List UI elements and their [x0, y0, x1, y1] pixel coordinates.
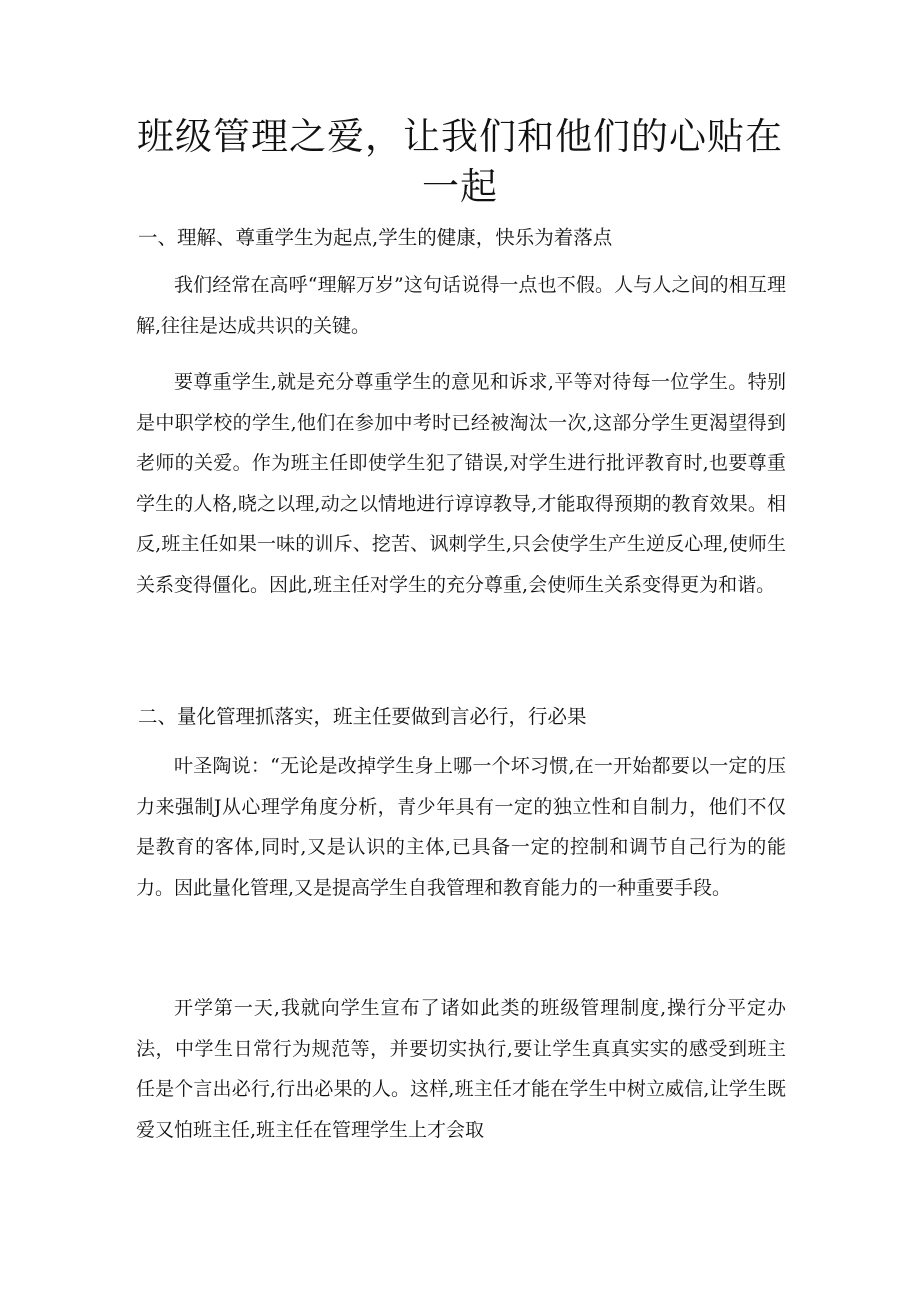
paragraph-2-1: 叶圣陶说：“无论是改掉学生身上哪一个坏习惯,在一开始都要以一定的压力来强制J从心理学角度分析，青少年具有一定的独立性和自制力，他们不仅是教育的客体,同时,又是认识的主体,已具备一定的控制和调节自己行为的能力。因此量化管理,又是提高学生自我管理和教育能力的一种重要手段。: [136, 755, 786, 899]
section-heading-1: 一、理解、尊重学生为起点,学生的健康，快乐为着落点: [138, 226, 613, 249]
paragraph-1-2: 要尊重学生,就是充分尊重学生的意见和诉求,平等对待每一位学生。特别是中职学校的学生,他们在参加中考时已经被淘汰一次,这部分学生更渴望得到老师的关爱。作为班主任即使学生犯了错误,对学生进行批评教育时,也要尊重学生的人格,晓之以理,动之以情地进行谆谆教导,才能取得预期的教育效果。相反,班主任如果一味的训斥、挖苦、讽刺学生,只会使学生产生逆反心理,使师生关系变得僵化。因此,班主任对学生的充分尊重,会使师生关系变得更为和谐。: [136, 371, 786, 596]
paragraph-1-1: 我们经常在高呼“理解万岁”这句话说得一点也不假。人与人之间的相互理解,往往是达成共识的关键。: [136, 274, 786, 337]
paragraph-2-2: 开学第一天,我就向学生宣布了诸如此类的班级管理制度,操行分平定办法，中学生日常行为规范等，并要切实执行,要让学生真真实实的感受到班主任是个言出必行,行出必果的人。这样,班主任才能在学生中树立威信,让学生既爱又怕班主任,班主任在管理学生上才会取: [136, 997, 786, 1141]
section-heading-2: 二、量化管理抓落实，班主任要做到言必行，行必果: [138, 705, 587, 728]
document-title: 班级管理之爱，让我们和他们的心贴在一起: [137, 115, 783, 208]
